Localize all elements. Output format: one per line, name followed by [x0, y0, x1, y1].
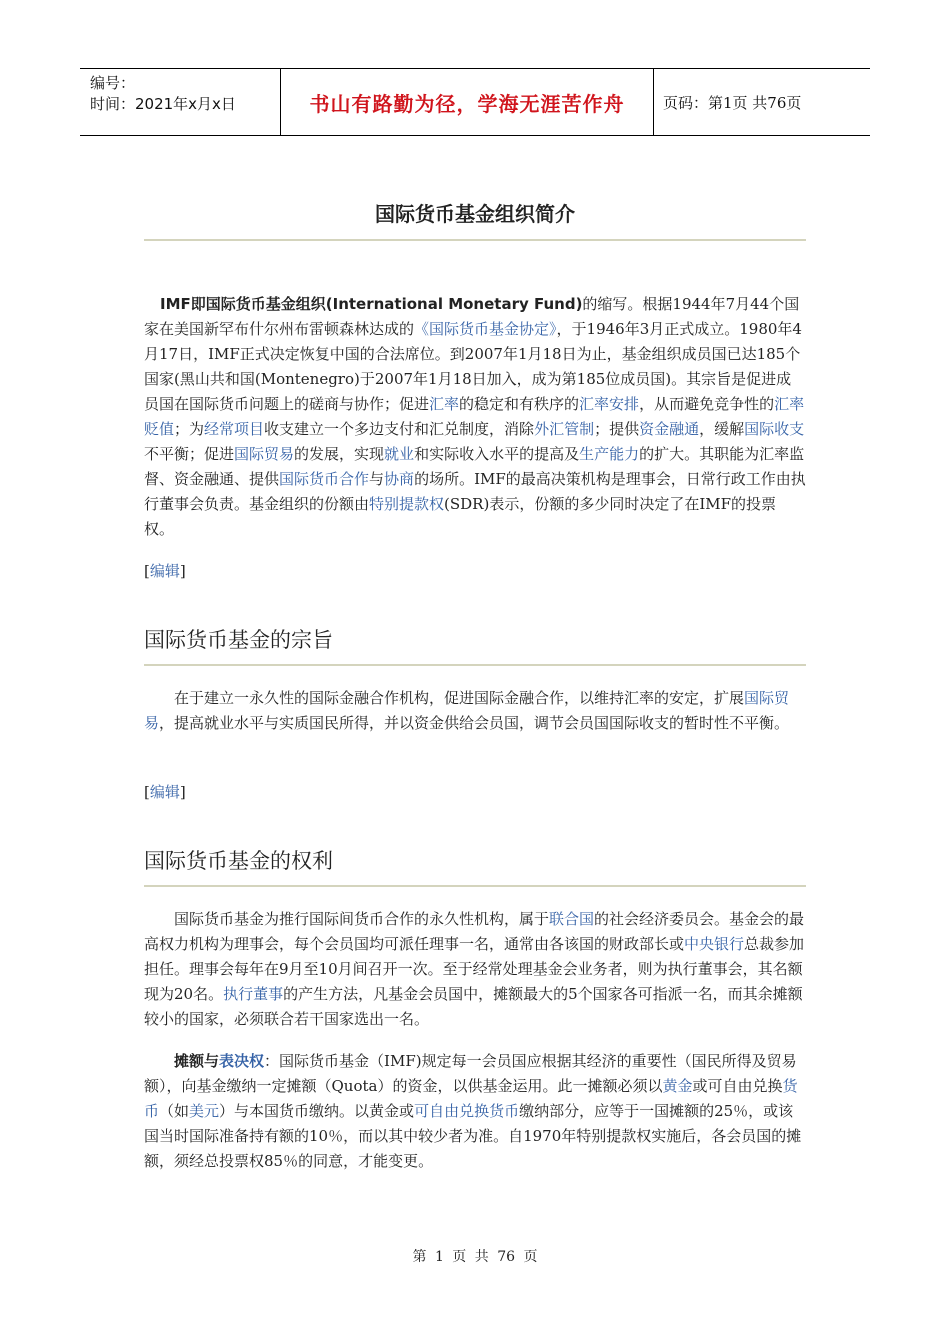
section-divider [144, 885, 806, 887]
edit-button[interactable]: 编辑 [149, 783, 180, 801]
quota-text: ：国际货币基金（IMF)规定每一会员国应根据其经济的重要性（国民所得及贸易额），向基金缴纳一定摊额（Quota）的资金，以供基金运用。此一摊额必须以 [144, 1052, 797, 1095]
section-heading-rights: 国际货币基金的权利 [144, 849, 333, 873]
link-sdr[interactable]: 特别提款权 [369, 495, 445, 513]
header-page-info: 页码：第1页 共76页 [663, 93, 802, 112]
intro-imf-name: IMF即国际货币基金组织(International Monetary Fund) [160, 295, 583, 313]
bracket-open: [ [144, 783, 150, 801]
link-usd[interactable]: 美元 [189, 1102, 220, 1120]
intro-text: 不平衡；促进 [144, 445, 235, 463]
intro-text: ，于1946年3月正式成立。1980年4月17日，IMF正式决定恢复中国的合法席位。到2007年1月18日为止，基金组织成员国已达185个国家(黑山共和国(Montenegro)于2007年1月18日加入，成为第185位成员国)。其宗旨是促进成员国在国际货币问题上的磋商与协作；促进 [144, 320, 802, 413]
quota-text: 缴纳部分，应等于一国摊额的25％，或该国当时国际准备持有额的10％，而以其中较少者为准。自1970年特别提款权实施后，各会员国的摊额，须经总投票权85％的同意，才能变更。 [144, 1102, 802, 1170]
bracket-open: [ [144, 562, 150, 580]
rights-text: 的社会经济委员会。基金会的最高权力机构为理事会，每个会员国均可派任理事一名，通常由各该国的财政部长或 [144, 910, 805, 953]
rights-text: 国际货币基金为推行国际间货币合作的永久性机构，属于 [174, 910, 550, 928]
quota-text: （如 [159, 1102, 190, 1120]
link-un[interactable]: 联合国 [549, 910, 595, 928]
rights-paragraph-1 [144, 907, 806, 1032]
intro-text: 的缩写。根据1944年7月44个国家在美国新罕布什尔州布雷顿森林达成的 [144, 295, 800, 338]
intro-text: ；提供 [594, 420, 640, 438]
link-monetary-cooperation[interactable]: 国际货币合作 [279, 470, 370, 488]
purpose-section [144, 686, 806, 736]
section-heading-purpose: 国际货币基金的宗旨 [144, 628, 333, 652]
intro-text: 收支建立一个多边支付和汇兑制度，消除 [264, 420, 535, 438]
link-consultation[interactable]: 协商 [384, 470, 415, 488]
section-divider [144, 664, 806, 666]
document-title: 国际货币基金组织简介 [375, 202, 575, 226]
edit-link-1 [144, 560, 186, 581]
intro-text: ，缓解 [699, 420, 745, 438]
link-employment[interactable]: 就业 [384, 445, 415, 463]
link-international-trade-2[interactable]: 国际贸易 [144, 689, 790, 732]
link-imf-agreement[interactable]: 《国际货币基金协定》 [414, 320, 557, 338]
page-header [80, 68, 870, 136]
quota-section [144, 1049, 806, 1174]
link-convertible-currency[interactable]: 可自由兑换货币 [414, 1102, 520, 1120]
link-executive-director[interactable]: 执行董事 [223, 985, 284, 1003]
bracket-close: ] [179, 562, 186, 580]
purpose-text: 在于建立一永久性的国际金融合作机构，促进国际金融合作，以维持汇率的安定，扩展 [174, 689, 745, 707]
link-productive-capacity[interactable]: 生产能力 [579, 445, 640, 463]
link-exchange-arrangement[interactable]: 汇率安排 [579, 395, 640, 413]
edit-link-2 [144, 781, 186, 802]
intro-text: 的稳定和有秩序的 [459, 395, 580, 413]
link-fx-control[interactable]: 外汇管制 [534, 420, 595, 438]
intro-text: 的场所。IMF的最高决策机构是理事会，日常行政工作由执行董事会负责。基金组织的份额由 [144, 470, 806, 513]
header-meta [80, 69, 280, 135]
edit-button[interactable]: 编辑 [149, 562, 180, 580]
intro-section [144, 292, 806, 542]
link-devaluation[interactable]: 汇率贬值 [144, 395, 805, 438]
intro-text: 的发展，实现 [294, 445, 385, 463]
intro-text: 和实际收入水平的提高及 [414, 445, 580, 463]
rights-text: 的产生方法，凡基金会员国中，摊额最大的5个国家各可指派一名，而其余摊额较小的国家，必须联合若干国家选出一名。 [144, 985, 803, 1028]
quota-paragraph [144, 1049, 806, 1174]
link-funding[interactable]: 资金融通 [639, 420, 700, 438]
intro-text: 与 [369, 470, 385, 488]
quota-bold-label: 摊额与 [174, 1052, 220, 1070]
link-current-account[interactable]: 经常项目 [204, 420, 265, 438]
intro-text: 的扩大。其职能为汇率监督、资金融通、提供 [144, 445, 805, 488]
title-divider [144, 239, 806, 241]
intro-text: (SDR)表示，份额的多少同时决定了在IMF的投票权。 [144, 495, 777, 538]
quota-text: ）与本国货币缴纳。以黄金或 [219, 1102, 415, 1120]
link-voting-rights[interactable]: 表决权 [219, 1052, 265, 1070]
link-international-trade[interactable]: 国际贸易 [234, 445, 295, 463]
intro-paragraph [144, 292, 806, 542]
intro-text: ；为 [174, 420, 205, 438]
number-label: 编号： [90, 74, 136, 92]
link-balance-of-payments[interactable]: 国际收支 [744, 420, 805, 438]
quota-text: 或可自由兑换 [692, 1077, 783, 1095]
header-motto: 书山有路勤为径，学海无涯苦作舟 [280, 69, 654, 135]
rights-section [144, 907, 806, 1032]
rights-text: 总裁参加担任。理事会每年在9月至10月间召开一次。至于经常处理基金会业务者，则为执行董事会，其名额现为20名。 [144, 935, 805, 1003]
purpose-text: ，提高就业水平与实质国民所得，并以资金供给会员国，调节会员国国际收支的暂时性不平衡。 [159, 714, 790, 732]
page-footer: 第 1 页 共 76 页 [412, 1249, 538, 1265]
link-gold[interactable]: 黄金 [662, 1077, 693, 1095]
bracket-close: ] [179, 783, 186, 801]
link-currency[interactable]: 货币 [144, 1077, 798, 1120]
time-label: 时间：2021年x月x日 [90, 95, 236, 113]
intro-text: ，从而避免竞争性的 [639, 395, 775, 413]
purpose-paragraph [144, 686, 806, 736]
link-central-bank[interactable]: 中央银行 [684, 935, 745, 953]
link-exchange-rate[interactable]: 汇率 [429, 395, 460, 413]
